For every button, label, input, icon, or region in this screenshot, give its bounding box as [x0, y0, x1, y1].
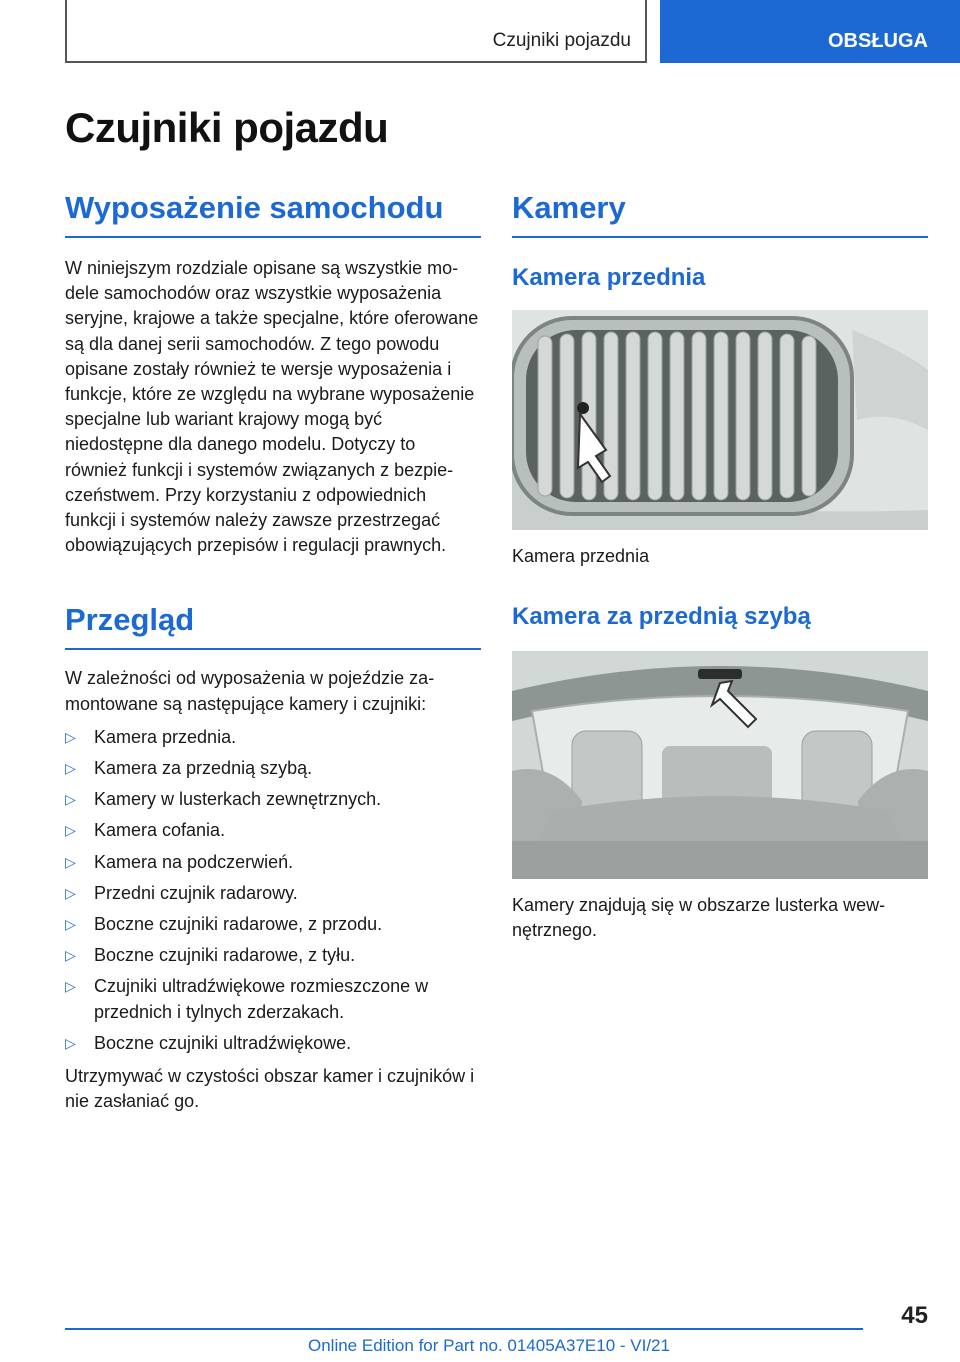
bullet-triangle-icon: ▷ — [65, 728, 76, 745]
page-title: Czujniki pojazdu — [65, 104, 389, 151]
closing-note: Utrzymywać w czystości obszar kamer i czujników i nie zasłaniać go. — [65, 1066, 475, 1112]
chapter-tab[interactable]: OBSŁUGA — [660, 0, 960, 63]
list-item: ▷ Kamera przednia. — [65, 725, 481, 750]
list-item: ▷ Boczne czujniki radarowe, z przodu. — [65, 912, 481, 937]
equipment-text: W niniejszym rozdziale opisane są wszystkie modele samochodów oraz wszystkie wyposażenia seryjne, krajowe a także specjalne, które oferowane są dla danej serii samochodów. Z tego powodu opisane zostały również te wersje wyposażenia i funkcje, które ze względu na wybrane wyposażenie specjalne lub wariant krajowy mogą być niedostępne dla danego modelu. Dotyczy to również funkcji i systemów związanych z bezpieczeństwem. Przy korzystaniu z odpowiednich funkcji i systemów należy zawsze przestrzegać obowiązujących przepisów i regulacji prawnych. — [65, 258, 479, 556]
front-camera-heading: Kamera przednia — [512, 264, 706, 291]
windshield-camera-heading: Kamera za przednią szybą — [512, 603, 811, 631]
front-camera-image — [512, 310, 928, 530]
sensor-list — [65, 725, 481, 1056]
overview-intro: W zależności od wyposażenia w pojeździe zamontowane są następujące kamery i czujniki: — [65, 668, 435, 714]
bullet-triangle-icon: ▷ — [65, 791, 76, 808]
bullet-triangle-icon: ▷ — [65, 978, 76, 995]
overview-heading: Przegląd — [65, 602, 481, 650]
list-item: ▷ Kamera cofania. — [65, 818, 481, 843]
list-item: ▷ Kamery w lusterkach zewnętrznych. — [65, 787, 481, 812]
front-camera-caption: Kamera przednia — [512, 546, 650, 566]
list-item: ▷ Boczne czujniki radarowe, z tyłu. — [65, 943, 481, 968]
footer-divider — [65, 1328, 863, 1330]
equipment-heading: Wyposażenie samochodu — [65, 190, 481, 238]
right-column — [512, 190, 928, 944]
bullet-triangle-icon: ▷ — [65, 884, 76, 901]
list-item: ▷ Przedni czujnik radarowy. — [65, 881, 481, 906]
header-section-box — [65, 0, 647, 63]
list-item: ▷ Kamera za przednią szybą. — [65, 756, 481, 781]
windshield-camera-image — [512, 651, 928, 879]
bullet-triangle-icon: ▷ — [65, 853, 76, 870]
windshield-camera-caption: Kamery znajdują się w obszarze lusterka wewnętrznego. — [512, 895, 886, 941]
bullet-triangle-icon: ▷ — [65, 822, 76, 839]
cameras-heading: Kamery — [512, 190, 928, 238]
list-item: ▷ Czujniki ultradźwiękowe rozmieszczone w przednich i tylnych zderzakach. — [65, 976, 429, 1022]
left-column — [65, 190, 481, 1114]
bullet-triangle-icon: ▷ — [65, 760, 76, 777]
bullet-triangle-icon: ▷ — [65, 916, 76, 933]
list-item: ▷ Boczne czujniki ultradźwiękowe. — [65, 1031, 481, 1056]
bullet-triangle-icon: ▷ — [65, 1034, 76, 1051]
footer-edition: Online Edition for Part no. 01405A37E10 - VI/21 — [308, 1336, 670, 1355]
page-number: 45 — [901, 1302, 928, 1329]
header-section-title: Czujniki pojazdu — [492, 30, 631, 51]
list-item: ▷ Kamera na podczerwień. — [65, 850, 481, 875]
bullet-triangle-icon: ▷ — [65, 947, 76, 964]
